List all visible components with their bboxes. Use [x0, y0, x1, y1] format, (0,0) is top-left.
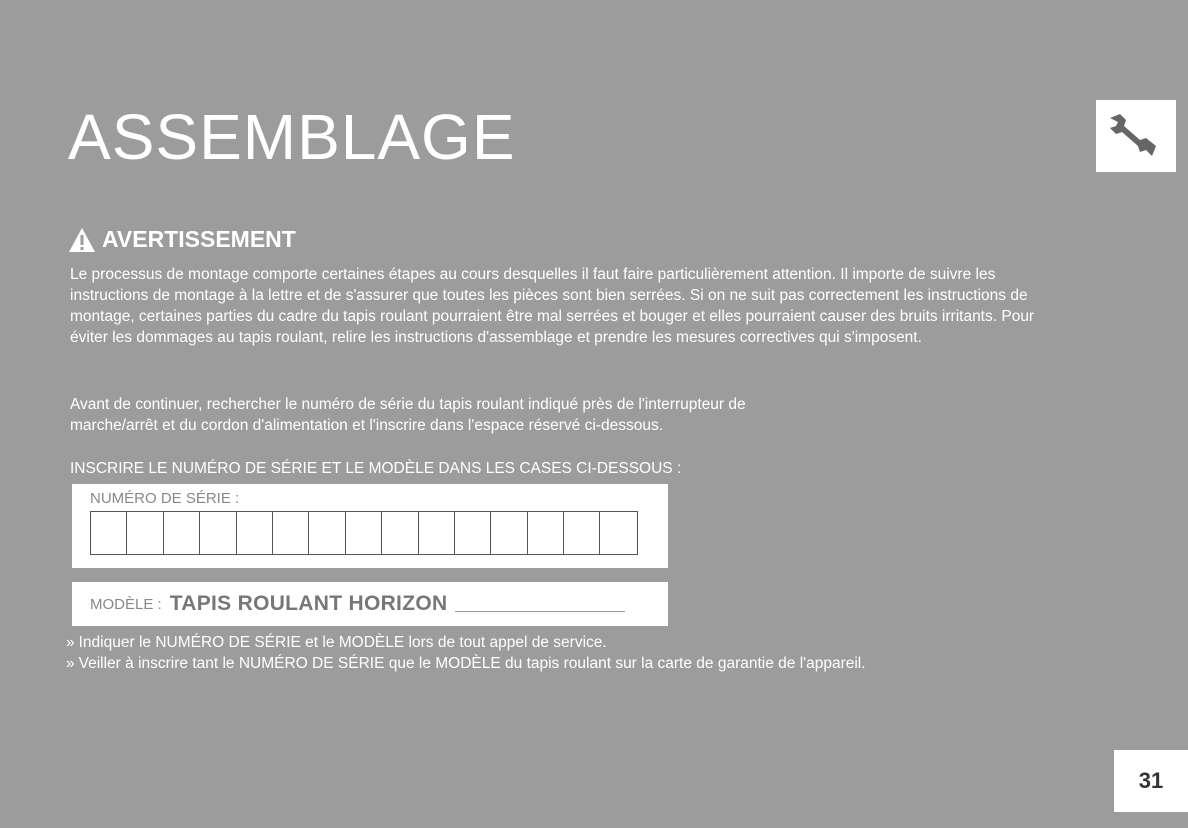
note-text: Indiquer le NUMÉRO DE SÉRIE et le MODÈLE lors de tout appel de service.	[78, 634, 607, 651]
serial-cell[interactable]	[346, 512, 382, 554]
serial-cell[interactable]	[528, 512, 564, 554]
warning-heading	[68, 226, 296, 253]
model-underline	[455, 596, 625, 612]
model-label: MODÈLE :	[90, 595, 162, 613]
serial-cell[interactable]	[164, 512, 200, 554]
list-item: » Veiller à inscrire tant le NUMÉRO DE SÉRIE que le MODÈLE du tapis roulant sur la carte de garantie de l'appareil.	[66, 655, 866, 672]
serial-cell[interactable]	[455, 512, 491, 554]
serial-cell[interactable]	[382, 512, 418, 554]
serial-cell[interactable]	[273, 512, 309, 554]
warning-title: AVERTISSEMENT	[102, 226, 296, 252]
note-text: Veiller à inscrire tant le NUMÉRO DE SÉRIE que le MODÈLE du tapis roulant sur la carte de garantie de l'appareil.	[78, 655, 866, 672]
serial-cell[interactable]	[200, 512, 236, 554]
serial-number-box	[72, 484, 668, 568]
form-instruction: INSCRIRE LE NUMÉRO DE SÉRIE ET LE MODÈLE DANS LES CASES CI-DESSOUS :	[70, 460, 682, 477]
model-value: TAPIS ROULANT HORIZON	[169, 592, 448, 615]
serial-cell[interactable]	[127, 512, 163, 554]
serial-cell[interactable]	[91, 512, 127, 554]
page-title: ASSEMBLAGE	[68, 101, 516, 173]
list-item: » Indiquer le NUMÉRO DE SÉRIE et le MODÈLE lors de tout appel de service.	[66, 634, 607, 651]
serial-number-label: NUMÉRO DE SÉRIE :	[90, 490, 240, 507]
serial-cell[interactable]	[564, 512, 600, 554]
intro-text: Avant de continuer, rechercher le numéro de série du tapis roulant indiqué près de l'interrupteur de marche/arrêt et du cordon d'alimentation et l'inscrire dans l'espace réservé ci-dessous.	[70, 396, 746, 434]
serial-cell[interactable]	[491, 512, 527, 554]
notes-list	[66, 632, 866, 674]
serial-cell[interactable]	[237, 512, 273, 554]
warning-text: Le processus de montage comporte certaines étapes au cours desquelles il faut faire particulièrement attention. Il importe de suivre les instructions de montage à la lettre et de s'assurer que toutes les pièces sont bien serrées. Si on ne suit pas correctement les instructions de montage, certaines parties du cadre du tapis roulant pourraient être mal serrées et bouger et elles pourraient causer des bruits irritants. Pour éviter les dommages au tapis roulant, relire les instructions d'assemblage et prendre les mesures correctives qui s'imposent.	[70, 266, 1035, 346]
wrench-icon	[1106, 110, 1166, 162]
warning-triangle-icon	[68, 227, 96, 253]
serial-number-cells	[90, 511, 638, 555]
serial-cell[interactable]	[309, 512, 345, 554]
model-box	[72, 582, 668, 626]
serial-cell[interactable]	[419, 512, 455, 554]
page-number: 31	[1114, 750, 1188, 812]
serial-cell[interactable]	[600, 512, 636, 554]
section-tab	[1096, 100, 1176, 172]
